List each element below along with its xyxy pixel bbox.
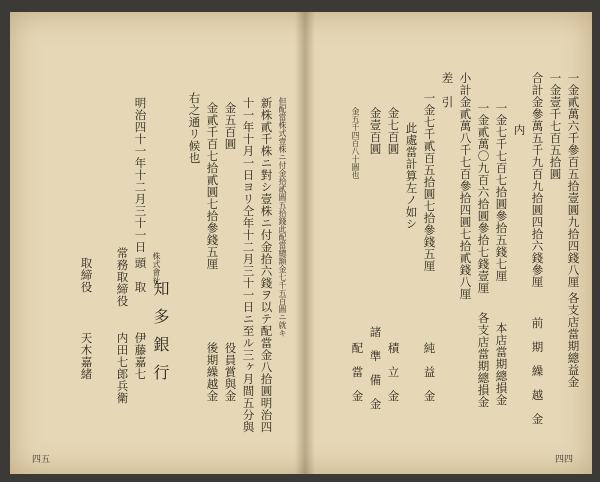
book-spread — [10, 12, 592, 474]
text-column-r11: 金七百圓 — [386, 107, 401, 155]
text-column-l15: 内田七郎兵衛 — [115, 332, 130, 404]
text-column-l11: 後期繰越金 — [205, 342, 220, 402]
text-column-l13: 伊藤嘉七 — [133, 332, 148, 380]
text-column-r10: 此處當計算左ノ如シ — [404, 122, 419, 230]
text-column-r9: 一金七千貳百五拾圓七拾參錢五厘 — [422, 92, 437, 272]
text-column-l4: 金五百圓 — [223, 102, 238, 150]
text-column-r7: 小計金貳萬八千七百參拾四圓七拾貳錢八厘 — [458, 72, 473, 300]
page-number-left: 四五 — [32, 455, 51, 465]
text-column-l10: 役員賞與金 — [223, 342, 238, 402]
text-column-l12: 頭 取 — [133, 257, 148, 293]
page-number-right: 四四 — [555, 455, 574, 465]
text-column-l8: 株式會社 — [152, 252, 161, 284]
text-column-l5: 金貳千百七拾貳圓七拾參錢五厘 — [205, 102, 220, 270]
left-page — [10, 12, 305, 474]
text-column-r3: 合計金參萬五千九百九拾圓四拾六錢參厘 — [530, 72, 545, 288]
text-column-r4: 内 — [512, 124, 527, 136]
text-column-r14: 各支店當期總益金 — [566, 292, 581, 388]
text-column-l6: 右之通リ候也 — [187, 92, 202, 164]
text-column-r21: 配 當 金 — [350, 342, 365, 402]
text-column-r13: 金五千四百八十圓也 — [351, 107, 360, 179]
text-column-l17: 天木嘉緒 — [79, 332, 94, 380]
text-column-r5: 一金七千七百七拾圓參拾五錢七厘 — [494, 102, 509, 282]
text-column-l9: 知多銀行 — [151, 280, 170, 392]
text-column-r15: 前 期 繰 越 金 — [530, 317, 545, 425]
text-column-l14: 常務取締役 — [115, 247, 130, 307]
text-column-r20: 諸 準 備 金 — [368, 326, 383, 410]
text-column-l16: 取締役 — [79, 257, 94, 293]
text-column-r6: 一金貳萬〇九百六拾圓參拾七錢壹厘 — [476, 102, 491, 294]
text-column-r17: 各支店當期總損金 — [476, 312, 491, 408]
text-column-r8: 差 引 — [440, 72, 455, 108]
text-column-r16: 本店當期總損金 — [494, 322, 509, 406]
text-column-r12: 金壹百圓 — [368, 107, 383, 155]
text-column-l3: 十一年十月一日ヨリ仝年十二月三十一日ニ至ル三ヶ月間五分與 — [241, 97, 256, 433]
text-column-l1: 但配當株式壹株ニ付金拾貳圓五拾錢此配當總額金七千五百圓ニ就キ — [278, 97, 287, 337]
text-column-r1: 一金貳萬六千參百五拾壹圓九拾四錢八厘 — [566, 72, 581, 288]
text-column-r2: 一金壹千七百五拾圓 — [548, 72, 563, 180]
right-page — [305, 12, 592, 474]
text-column-r18: 純 益 金 — [422, 342, 437, 402]
text-column-r19: 積 立 金 — [386, 342, 401, 402]
text-column-l7: 明治四十一年十二月三十一日 — [133, 97, 148, 253]
text-column-l2: 新株貳千株ニ對シ壹株ニ付金拾六錢ヲ以テ配當金八拾圓明治四 — [259, 97, 274, 433]
